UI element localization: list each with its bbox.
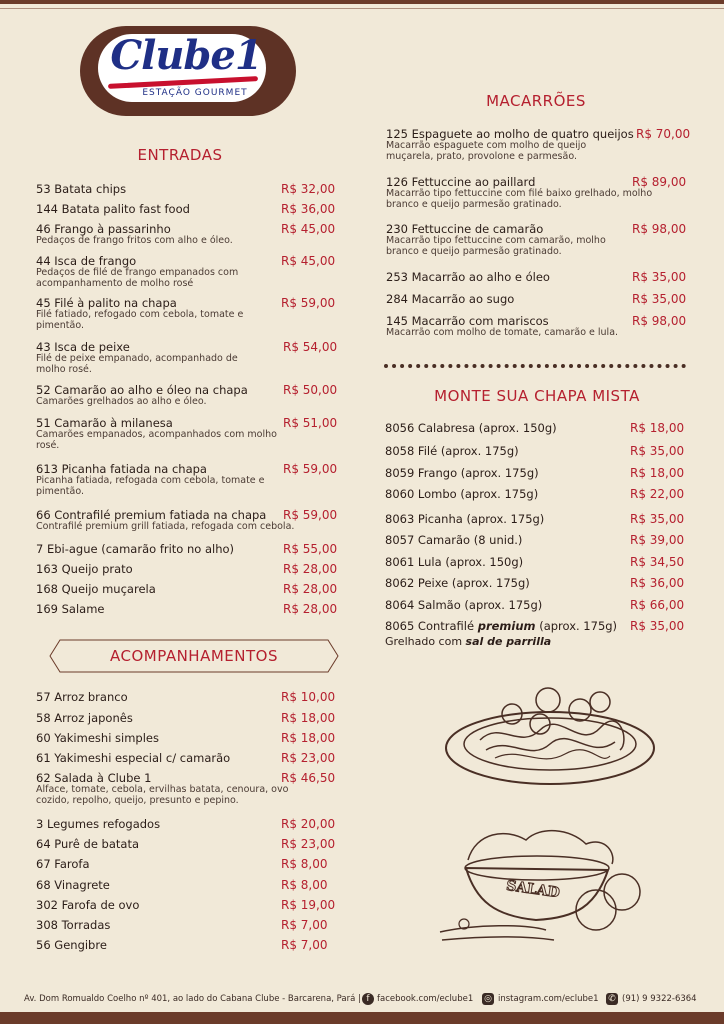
salad-label: SALAD <box>505 877 561 902</box>
contrafile-note: Grelhado com sal de parrilla <box>385 635 552 648</box>
footer-phone[interactable]: (91) 9 9322-6364 <box>622 994 697 1004</box>
logo-tagline: ESTAÇÃO GOURMET <box>142 88 248 98</box>
footer-instagram[interactable]: instagram.com/eclube1 <box>498 994 599 1004</box>
bottom-border <box>0 1012 724 1024</box>
top-border-thin <box>0 8 724 9</box>
salad-illustration <box>436 820 652 966</box>
footer-facebook[interactable]: facebook.com/eclube1 <box>377 994 474 1004</box>
whatsapp-icon: ✆ <box>606 993 618 1005</box>
top-border <box>0 0 724 4</box>
instagram-icon: ◎ <box>482 993 494 1005</box>
pasta-illustration <box>440 680 660 790</box>
macarroes-title: MACARRÕES <box>486 92 586 110</box>
contrafile-name: 8065 Contrafilé premium (aprox. 175g) <box>385 619 618 633</box>
logo-text: Clube1 <box>110 32 262 79</box>
footer-address: Av. Dom Romualdo Coelho nº 401, ao lado do Cabana Clube - Barcarena, Pará | <box>24 994 361 1004</box>
section-divider <box>384 364 686 368</box>
acompanhamentos-title: ACOMPANHAMENTOS <box>110 647 278 665</box>
chapa-title: MONTE SUA CHAPA MISTA <box>434 387 640 405</box>
facebook-icon: f <box>362 993 374 1005</box>
entradas-title: ENTRADAS <box>137 146 223 164</box>
